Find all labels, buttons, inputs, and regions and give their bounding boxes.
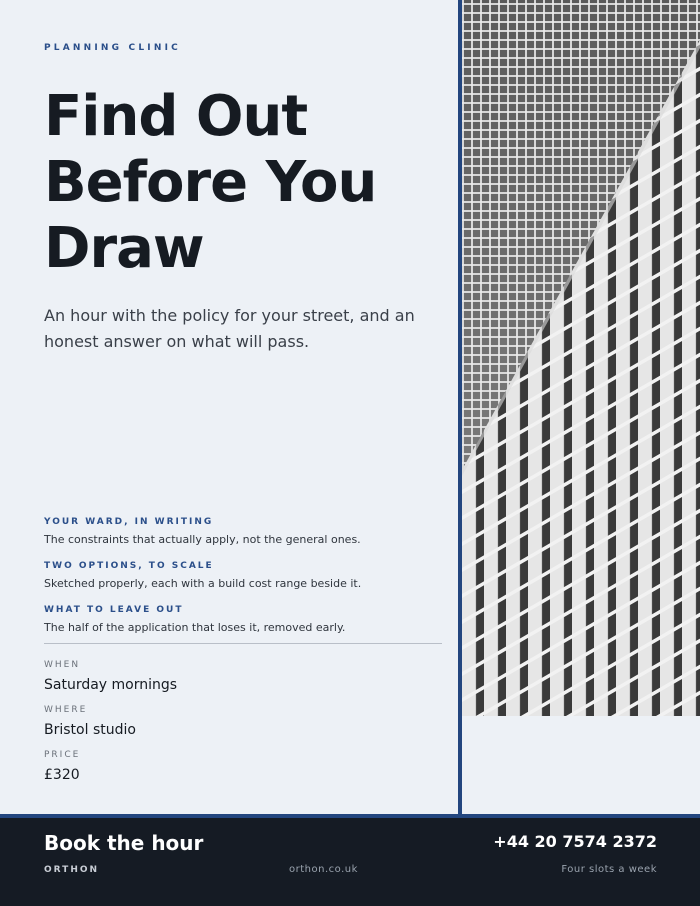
detail-value: Bristol studio (44, 722, 136, 738)
website-link[interactable]: orthon.co.uk (289, 864, 358, 875)
detail-when (44, 660, 177, 705)
feature-item (44, 516, 442, 560)
detail-price (44, 750, 177, 795)
feature-description: The half of the application that loses it, removed early. (44, 621, 346, 634)
detail-label: WHERE (44, 705, 88, 715)
feature-list (44, 516, 442, 648)
brand-name: ORTHON (44, 865, 100, 875)
feature-title: WHAT TO LEAVE OUT (44, 605, 184, 615)
feature-title: TWO OPTIONS, TO SCALE (44, 561, 214, 571)
details-list (44, 660, 177, 795)
eyebrow-label: PLANNING CLINIC (44, 43, 181, 53)
feature-description: Sketched properly, each with a build cost range beside it. (44, 577, 362, 590)
phone-number[interactable]: +44 20 7574 2372 (493, 832, 657, 851)
page-title (44, 84, 444, 282)
detail-value: Saturday mornings (44, 677, 178, 693)
feature-description: The constraints that actually apply, not the general ones. (44, 533, 361, 546)
building-facade-photo (462, 0, 700, 716)
feature-title: YOUR WARD, IN WRITING (44, 517, 214, 527)
section-divider (44, 643, 442, 644)
feature-item (44, 604, 442, 648)
detail-value: £320 (44, 767, 80, 783)
title-line-1: Find Out (44, 84, 308, 149)
detail-label: WHEN (44, 660, 81, 670)
book-cta[interactable]: Book the hour (44, 831, 204, 855)
detail-label: PRICE (44, 750, 81, 760)
title-line-2: Before You (44, 150, 377, 215)
slots-note: Four slots a week (561, 864, 657, 875)
feature-item (44, 560, 442, 604)
detail-where (44, 705, 177, 750)
title-line-3: Draw (44, 216, 204, 281)
facade-foreground (462, 0, 700, 716)
lede-text: An hour with the policy for your street, and an honest answer on what will pass. (44, 306, 415, 351)
footer (0, 818, 700, 906)
